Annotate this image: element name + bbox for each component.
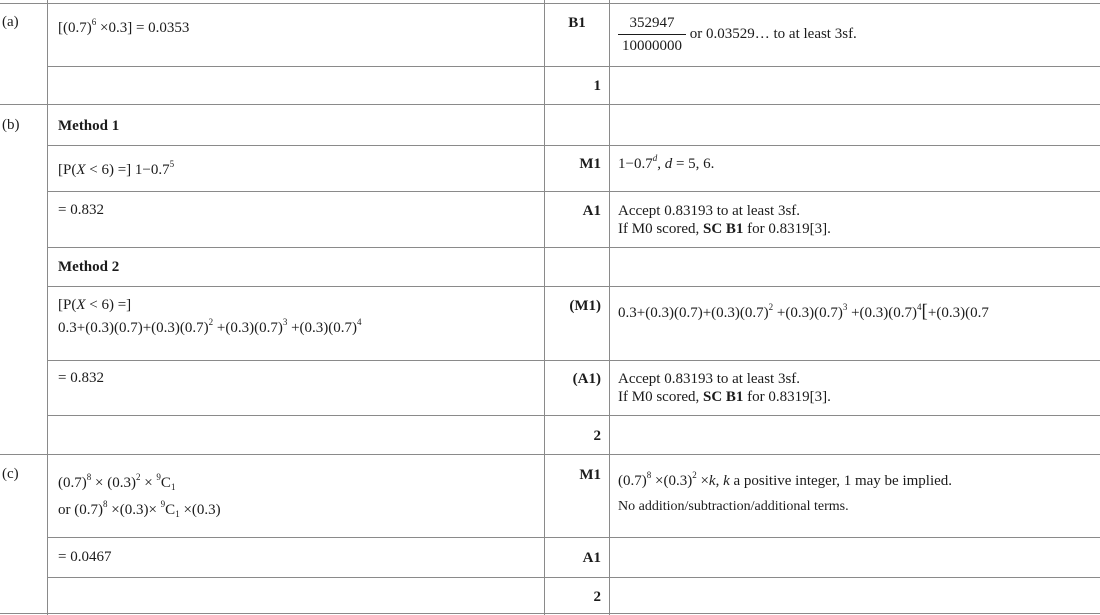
row-divider bbox=[47, 360, 1100, 361]
part-c-accuracy-mark: A1 bbox=[582, 550, 601, 566]
row-divider bbox=[47, 191, 1100, 192]
row-divider bbox=[47, 66, 1100, 67]
method-2-mark: (M1) bbox=[569, 298, 601, 314]
part-c-mark: M1 bbox=[579, 467, 601, 483]
method-1-guidance: 1−0.7$^d$, d = 5, 6. bbox=[618, 153, 715, 172]
method-2-guidance: $0.3+(0.3)(0.7)+(0.3)(0.7)^2 +(0.3)(0.7)^3 +(0.3)(0.7)^4[+(0.3)(0.7$ bbox=[618, 303, 989, 322]
method-2-accuracy-guidance: Accept 0.83193 to at least 3sf. If M0 scored, SC B1 for 0.8319[3]. bbox=[618, 371, 831, 405]
method-1-accuracy-mark: A1 bbox=[582, 203, 601, 219]
method-2-accuracy-mark: (A1) bbox=[572, 371, 601, 387]
part-c-label: (c) bbox=[2, 466, 19, 482]
method-1-step: [P(X < 6) =] $1-0.7^5$ bbox=[58, 159, 175, 178]
part-b-total: 2 bbox=[593, 428, 601, 444]
part-c-result: = 0.0467 bbox=[58, 549, 112, 565]
row-divider bbox=[0, 613, 1100, 614]
part-c-step: $(0.7)^8 \times (0.3)^2 \times ^9C_1$ or $(0.7)^8 \times(0.3)\times ^9C_1 \times(0.3)$ bbox=[58, 472, 221, 519]
method-1-result: = 0.832 bbox=[58, 202, 104, 218]
row-divider bbox=[47, 537, 1100, 538]
part-b-label: (b) bbox=[2, 117, 20, 133]
method-1-accuracy-guidance: Accept 0.83193 to at least 3sf. If M0 scored, SC B1 for 0.8319[3]. bbox=[618, 203, 831, 237]
row-divider bbox=[47, 145, 1100, 146]
fraction: $\frac{352947}{10000000}$ bbox=[618, 14, 686, 55]
part-a-total: 1 bbox=[593, 78, 601, 94]
method-1-mark: M1 bbox=[579, 156, 601, 172]
part-a-mark: B1 bbox=[568, 15, 586, 31]
part-a-label: (a) bbox=[2, 14, 19, 30]
row-divider bbox=[47, 247, 1100, 248]
row-divider bbox=[47, 286, 1100, 287]
column-divider-marks bbox=[609, 0, 610, 615]
row-divider bbox=[47, 577, 1100, 578]
row-divider bbox=[47, 415, 1100, 416]
part-c-guidance: $(0.7)^8 \times(0.3)^2 \times k$, k a positive integer, 1 may be implied. No addition/subtraction/additional terms. bbox=[618, 470, 953, 514]
row-divider bbox=[0, 104, 1100, 105]
method-2-result: = 0.832 bbox=[58, 370, 104, 386]
part-a-answer: $[(0.7)^6 \times 0.3] = 0.0353$ bbox=[58, 17, 190, 36]
method-1-title: Method 1 bbox=[58, 118, 120, 134]
column-divider-label bbox=[47, 0, 48, 615]
row-divider bbox=[0, 454, 1100, 455]
part-c-total: 2 bbox=[593, 589, 601, 605]
part-a-guidance: $\frac{352947}{10000000}$ or 0.03529… to at least 3sf. bbox=[618, 14, 857, 55]
row-divider bbox=[0, 3, 1100, 4]
method-2-step: [P(X < 6) =] $0.3+(0.3)(0.7)+(0.3)(0.7)^2 +(0.3)(0.7)^3 +(0.3)(0.7)^4$ bbox=[58, 297, 362, 336]
method-2-title: Method 2 bbox=[58, 259, 120, 275]
